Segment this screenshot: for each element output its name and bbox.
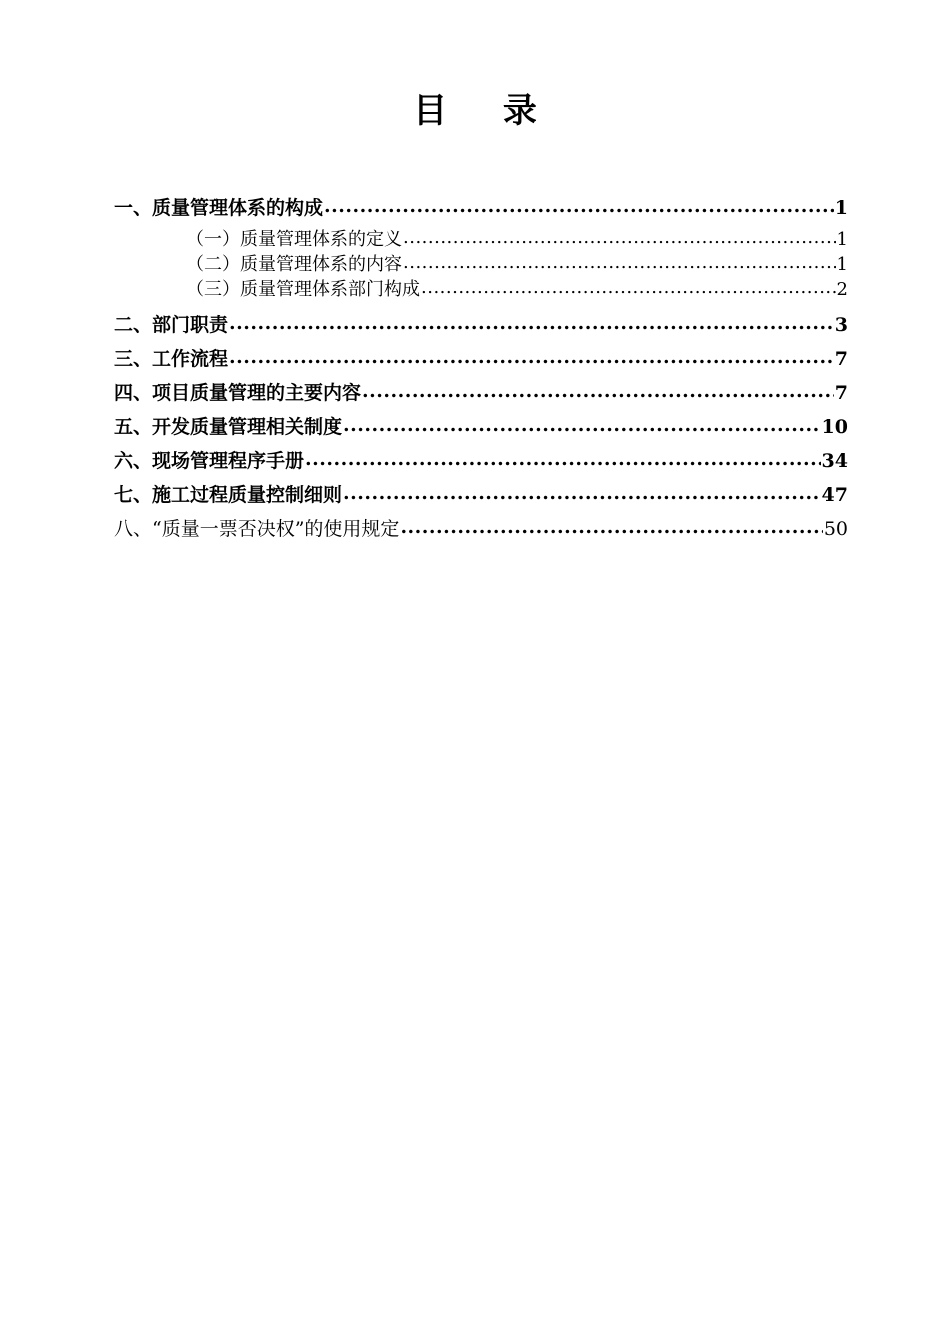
- toc-leader-dots: [400, 510, 822, 544]
- toc-page-number: 50: [823, 518, 848, 540]
- toc-page-number: 2: [836, 279, 848, 300]
- toc-leader-dots: [362, 374, 834, 408]
- toc-page-number: 1: [836, 229, 848, 250]
- toc-page-number: 7: [834, 348, 848, 370]
- toc-entry[interactable]: [114, 191, 848, 225]
- toc-page-number: 3: [834, 314, 848, 336]
- toc-entry-text: 六、现场管理程序手册: [114, 450, 305, 472]
- toc-entry-text: 二、部门职责: [114, 314, 229, 336]
- toc-entry-text: （一）质量管理体系的定义: [186, 229, 402, 250]
- toc-leader-dots: [305, 442, 821, 476]
- toc-page-number: 1: [834, 197, 848, 219]
- toc-entry[interactable]: [114, 444, 848, 478]
- toc-page-number: 1: [836, 254, 848, 275]
- toc-entry[interactable]: [114, 342, 848, 376]
- toc-entry-text: （二）质量管理体系的内容: [186, 254, 402, 275]
- toc-page-number: 34: [821, 450, 848, 472]
- toc-entry[interactable]: [114, 308, 848, 342]
- toc-entry-text: 七、施工过程质量控制细则: [114, 484, 343, 506]
- toc-entry[interactable]: [114, 512, 848, 546]
- toc-page-number: 47: [821, 484, 848, 506]
- toc-leader-dots: [229, 306, 834, 340]
- toc-page-number: 10: [821, 416, 848, 438]
- toc-leader-dots: [324, 189, 834, 223]
- toc-entry-text: 三、工作流程: [114, 348, 229, 370]
- toc-subentry[interactable]: [114, 277, 848, 302]
- toc-leader-dots: [343, 476, 821, 510]
- toc-subentry[interactable]: [114, 227, 848, 252]
- toc-subentry[interactable]: [114, 252, 848, 277]
- table-of-contents: [114, 191, 848, 546]
- toc-entry-text: 五、开发质量管理相关制度: [114, 416, 343, 438]
- toc-entry[interactable]: [114, 478, 848, 512]
- toc-entry-text: （三）质量管理体系部门构成: [186, 279, 420, 300]
- toc-page-number: 7: [834, 382, 848, 404]
- toc-leader-dots: [403, 225, 836, 250]
- toc-entry-text: 八、“质量一票否决权”的使用规定: [114, 518, 400, 540]
- toc-leader-dots: [421, 275, 836, 300]
- toc-entry[interactable]: [114, 410, 848, 444]
- toc-leader-dots: [343, 408, 821, 442]
- toc-entry[interactable]: [114, 376, 848, 410]
- toc-entry-text: 四、项目质量管理的主要内容: [114, 382, 362, 404]
- toc-leader-dots: [229, 340, 834, 374]
- toc-entry-text: 一、质量管理体系的构成: [114, 197, 324, 219]
- toc-title: 目 录: [413, 91, 559, 131]
- toc-leader-dots: [403, 250, 836, 275]
